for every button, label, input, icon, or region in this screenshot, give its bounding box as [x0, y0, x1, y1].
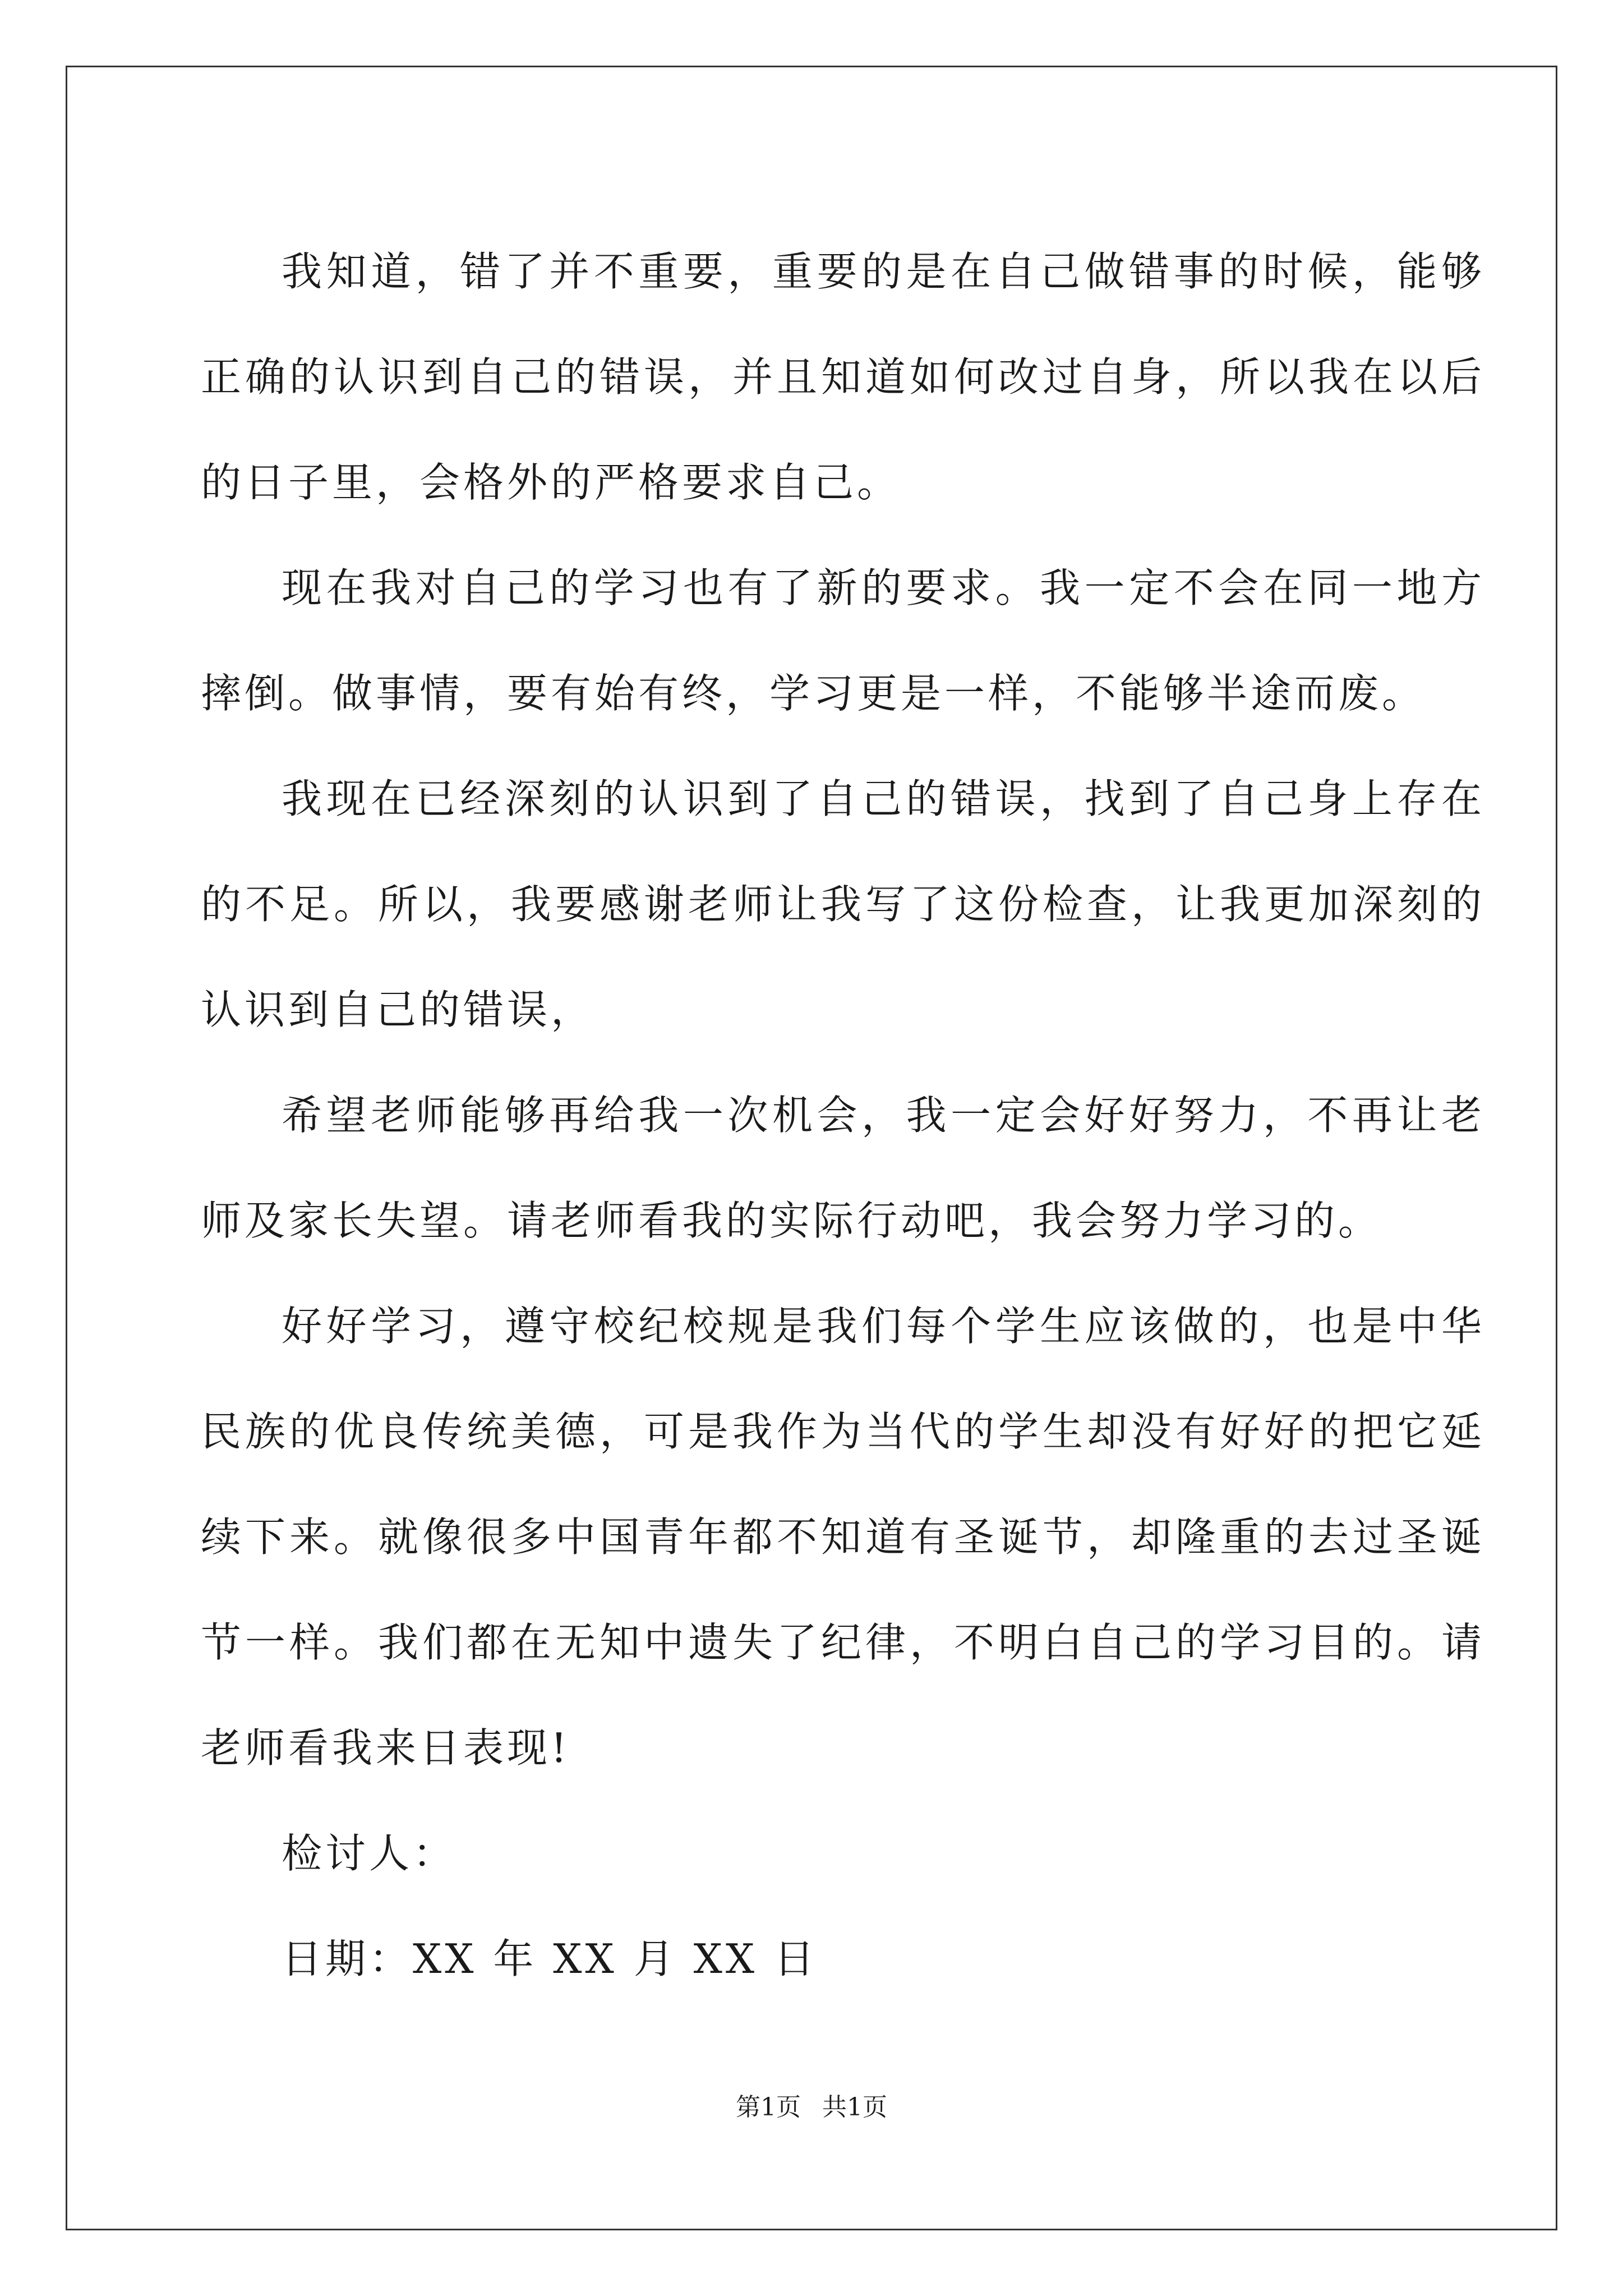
document-body	[201, 219, 1485, 2012]
date-line: 日期：XX 年 XX 月 XX 日	[282, 1935, 818, 1982]
page-total-label: 共1页	[822, 2093, 887, 2122]
paragraph-3: 我现在已经深刻的认识到了自己的错误，找到了自己身上存在的不足。所以，我要感谢老师让我写了这份检查，让我更加深刻的认识到自己的错误，	[201, 775, 1485, 1033]
paragraph-1: 我知道，错了并不重要，重要的是在自己做错事的时候，能够正确的认识到自己的错误，并且知道如何改过自身，所以我在以后的日子里，会格外的严格要求自己。	[201, 248, 1485, 506]
paragraph-4: 希望老师能够再给我一次机会，我一定会好好努力，不再让老师及家长失望。请老师看我的实际行动吧，我会努力学习的。	[201, 1092, 1485, 1244]
paragraph-5: 好好学习，遵守校纪校规是我们每个学生应该做的，也是中华民族的优良传统美德，可是我作为当代的学生却没有好好的把它延续下来。就像很多中国青年都不知道有圣诞节，却隆重的去过圣诞节一样。我们都在无知中遗失了纪律，不明白自己的学习目的。请老师看我来日表现!	[201, 1303, 1485, 1772]
paragraph-2: 现在我对自己的学习也有了新的要求。我一定不会在同一地方摔倒。做事情，要有始有终，学习更是一样，不能够半途而废。	[201, 564, 1485, 717]
signer-line: 检讨人：	[282, 1830, 457, 1877]
page-footer	[0, 2087, 1623, 2123]
page-current-label: 第1页	[736, 2093, 801, 2122]
